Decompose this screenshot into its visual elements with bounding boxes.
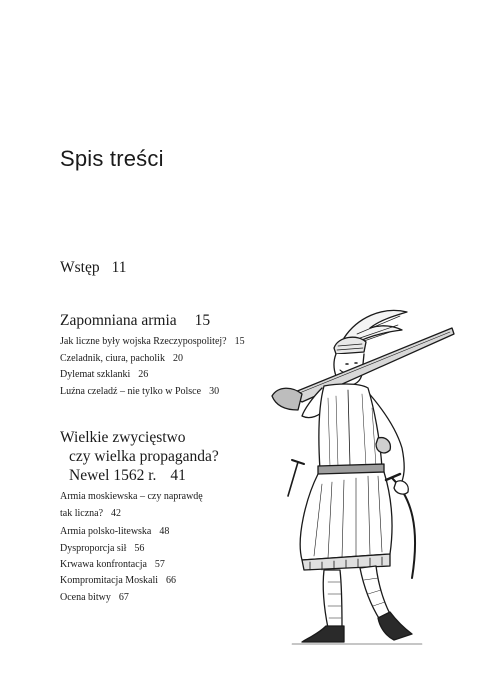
toc-entry-label: Wstęp [60,259,100,276]
toc-item-label: Luźna czeladź – nie tylko w Polsce [60,386,202,397]
toc-item[interactable] [60,369,148,381]
toc-item-page: 57 [154,559,165,570]
toc-item[interactable] [60,336,245,348]
toc-section-2[interactable] [60,428,219,485]
toc-item-label: Czeladnik, ciura, pacholik [60,353,165,364]
toc-section-label-line2: czy wielka propaganda? [69,448,219,465]
toc-item[interactable] [60,526,169,538]
toc-item-label: Jak liczne były wojska Rzeczypospolitej? [60,336,227,347]
toc-item-label: Krwawa konfrontacja [60,559,147,570]
toc-item-page: 66 [166,575,177,586]
toc-section-label-line1: Wielkie zwycięstwo [60,429,186,446]
toc-item-page: 26 [138,369,149,380]
toc-item-label: Dysproporcja sił [60,543,127,554]
toc-item-page: 15 [234,336,245,347]
toc-entry-page: 11 [111,259,127,276]
toc-item[interactable] [60,353,183,365]
toc-item-label: Armia polsko-litewska [60,526,152,537]
toc-item-label: Ocena bitwy [60,592,111,603]
toc-item-page: 30 [209,386,220,397]
toc-item-page: 48 [159,526,170,537]
toc-section-page: 41 [170,467,186,484]
toc-item[interactable] [60,543,144,555]
toc-section-page: 15 [194,312,211,329]
toc-section-1[interactable] [60,311,210,330]
toc-item[interactable] [60,491,203,520]
toc-item-page: 56 [134,543,145,554]
toc-item-label: Armia moskiewska – czy naprawdę [60,491,203,502]
toc-item-label-cont: tak liczna? [60,508,104,519]
toc-item[interactable] [60,559,165,571]
toc-item[interactable] [60,592,129,604]
toc-item[interactable] [60,575,176,587]
toc-item-label: Kompromitacja Moskali [60,575,159,586]
toc-item-label: Dylemat szklanki [60,369,131,380]
toc-item[interactable] [60,386,219,398]
toc-item-page: 20 [172,353,183,364]
toc-section-label: Zapomniana armia [60,312,177,329]
page-title: Spis treści [60,146,164,171]
toc-entry-intro[interactable] [60,258,127,277]
toc-section-label-line3: Newel 1562 r. [69,467,157,484]
musketeer-woodcut-icon [262,298,462,648]
toc-item-page: 67 [118,592,129,603]
toc-item-page: 42 [111,508,122,519]
